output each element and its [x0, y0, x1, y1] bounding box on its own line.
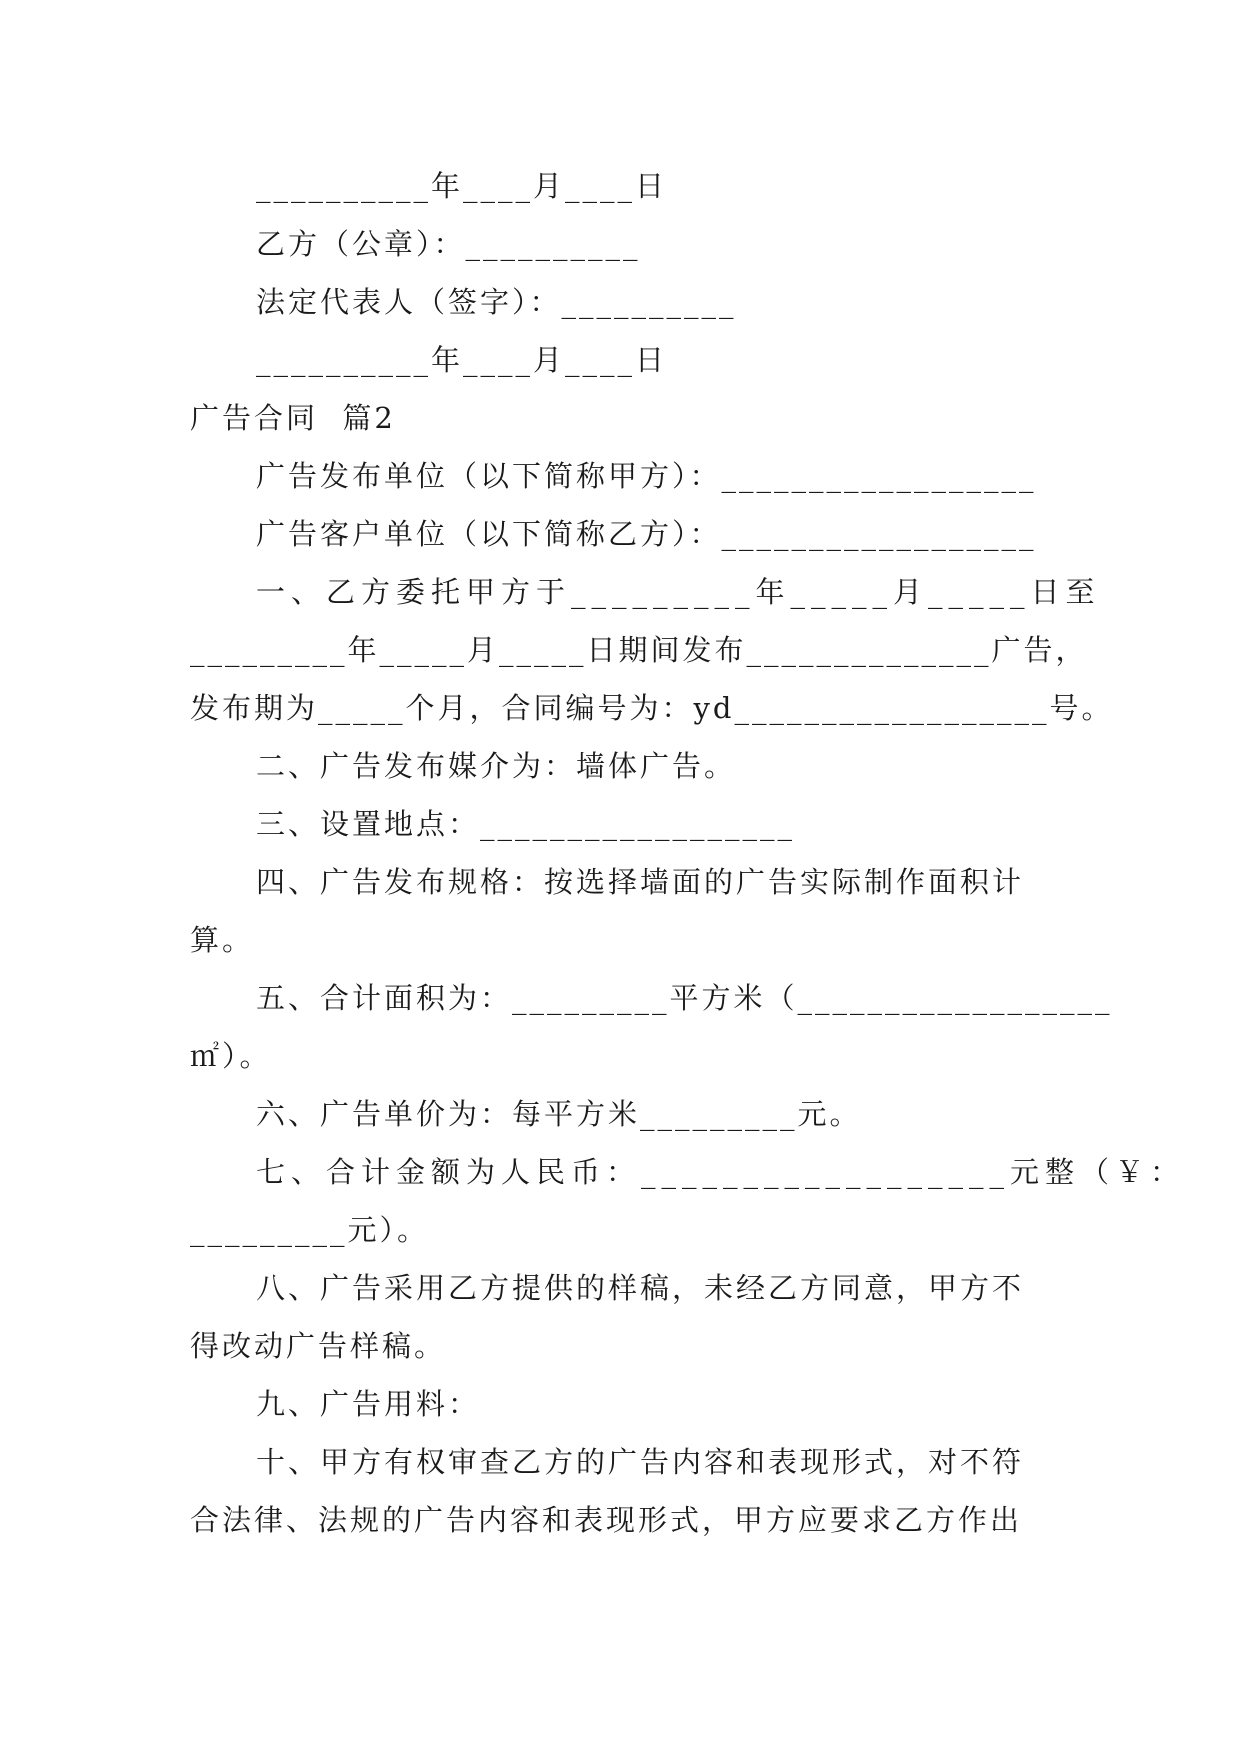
party-b-seal: 乙方（公章）：__________	[256, 227, 641, 261]
clause-6: 六、广告单价为：每平方米_________元。	[256, 1097, 862, 1131]
clause-1-line-3: 发布期为_____个月，合同编号为：yd__________________号。	[190, 691, 1114, 725]
clause-10-line-2: 合法律、法规的广告内容和表现形式，甲方应要求乙方作出	[190, 1503, 1023, 1537]
clause-8-line-1: 八、广告采用乙方提供的样稿，未经乙方同意，甲方不	[256, 1271, 1025, 1305]
clause-4-line-1: 四、广告发布规格：按选择墙面的广告实际制作面积计	[256, 865, 1025, 899]
clause-8-line-2: 得改动广告样稿。	[190, 1329, 447, 1363]
clause-4-line-2: 算。	[190, 923, 255, 957]
client-unit: 广告客户单位（以下简称乙方）：__________________	[256, 517, 1037, 551]
date-line-2: __________年____月____日	[256, 343, 668, 377]
clause-2: 二、广告发布媒介为：墙体广告。	[256, 749, 737, 783]
section-heading: 广告合同 篇2	[190, 401, 396, 435]
clause-9: 九、广告用料：	[256, 1387, 481, 1421]
clause-10-line-1: 十、甲方有权审查乙方的广告内容和表现形式，对不符	[256, 1445, 1025, 1479]
clause-7-line-1: 七、合计金额为人民币：__________________元整（￥：	[256, 1155, 1186, 1189]
clause-1-line-2: _________年_____月_____日期间发布______________广告，	[190, 633, 1088, 667]
clause-7-line-2: _________元）。	[190, 1213, 430, 1247]
legal-rep-signature: 法定代表人（签字）：__________	[256, 285, 737, 319]
clause-1-line-1: 一、乙方委托甲方于_________年_____月_____日至	[256, 575, 1101, 609]
publisher-unit: 广告发布单位（以下简称甲方）：__________________	[256, 459, 1037, 493]
clause-3: 三、设置地点：__________________	[256, 807, 796, 841]
date-line-1: __________年____月____日	[256, 169, 668, 203]
clause-5-line-1: 五、合计面积为：_________平方米（__________________	[256, 981, 1113, 1015]
clause-5-line-2: ㎡）。	[190, 1039, 272, 1073]
